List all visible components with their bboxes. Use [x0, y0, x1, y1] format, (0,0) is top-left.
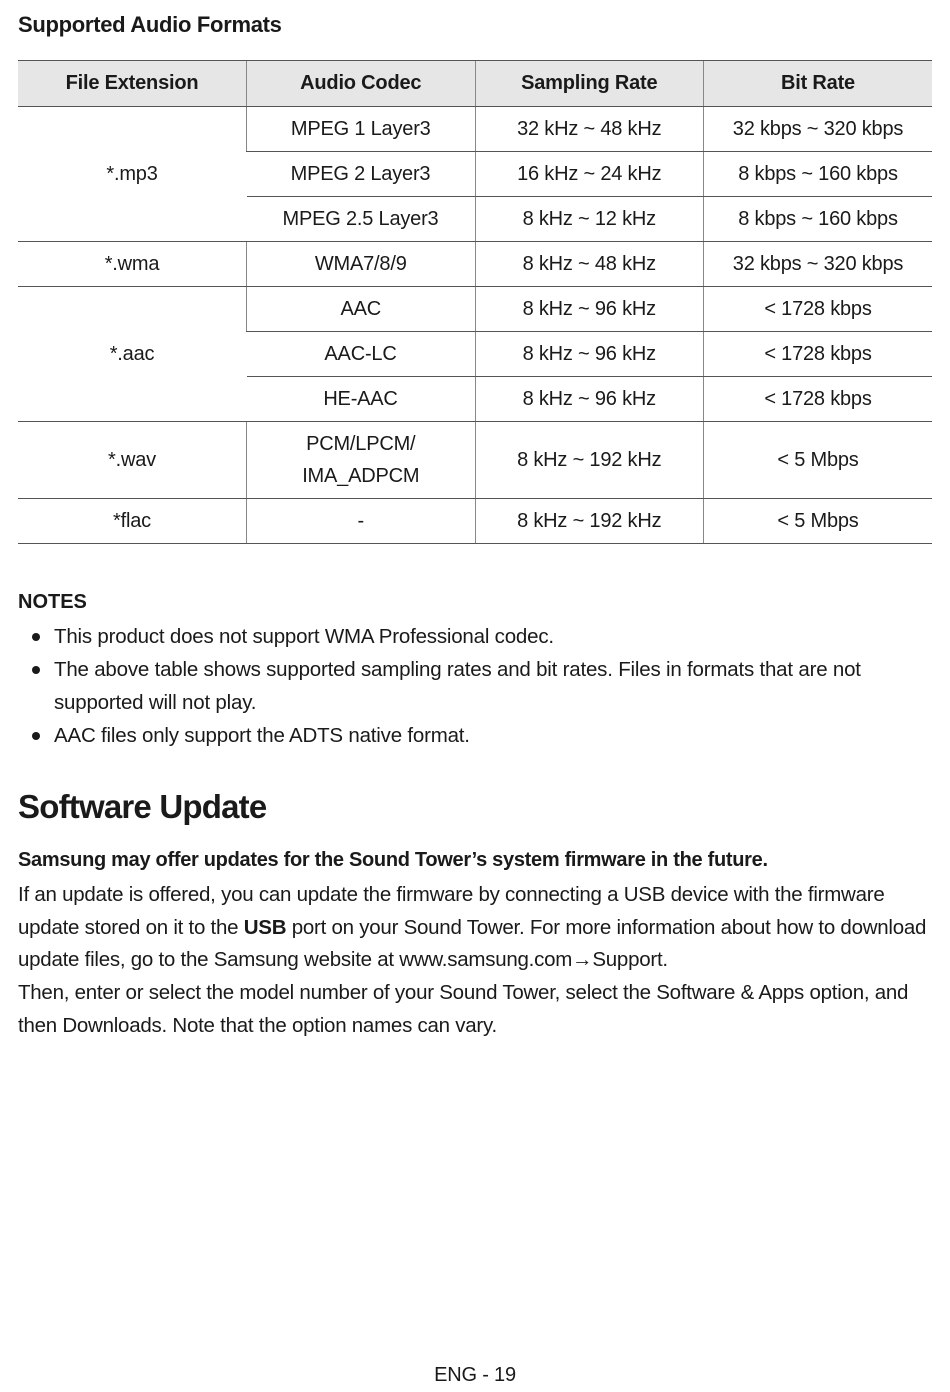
- bullet-icon: [32, 633, 40, 641]
- codec-cell: [247, 422, 476, 499]
- codec-cell: HE-AAC: [247, 377, 476, 422]
- header-bit-rate: Bit Rate: [704, 61, 933, 107]
- audio-formats-table: [18, 60, 932, 544]
- sampling-cell: 8 kHz ~ 96 kHz: [475, 377, 704, 422]
- software-update-title: Software Update: [18, 788, 267, 825]
- note-text: The above table shows supported sampling rates and bit rates. Files in formats that are not supported will not play.: [54, 658, 861, 714]
- table-row: [18, 499, 932, 544]
- header-audio-codec: Audio Codec: [247, 61, 476, 107]
- table-header-row: [18, 61, 932, 107]
- list-item: [18, 620, 932, 653]
- codec-cell: WMA7/8/9: [247, 242, 476, 287]
- note-text: AAC files only support the ADTS native format.: [54, 724, 470, 747]
- sampling-cell: 8 kHz ~ 192 kHz: [475, 499, 704, 544]
- extension-cell: *.aac: [18, 287, 247, 422]
- list-item: [18, 719, 932, 752]
- bitrate-cell: < 1728 kbps: [704, 332, 933, 377]
- body-text: port on your Sound Tower. For more information about how to download update files, go to the Samsung website at www.samsung.com→Support.: [18, 915, 927, 972]
- codec-cell: MPEG 2.5 Layer3: [247, 197, 476, 242]
- extension-cell: *.wav: [18, 422, 247, 499]
- extension-cell: *.mp3: [18, 107, 247, 242]
- bitrate-cell: 8 kbps ~ 160 kbps: [704, 152, 933, 197]
- software-update-lead: Samsung may offer updates for the Sound Tower’s system firmware in the future.: [18, 849, 768, 871]
- codec-cell: MPEG 2 Layer3: [247, 152, 476, 197]
- list-item: [18, 653, 932, 719]
- codec-cell: AAC-LC: [247, 332, 476, 377]
- body-text: If an update is offered, you can update the firmware by connecting a USB device with the firmware update stored on it to the: [18, 883, 885, 939]
- extension-cell: *flac: [18, 499, 247, 544]
- bitrate-cell: 32 kbps ~ 320 kbps: [704, 242, 933, 287]
- section-title: Supported Audio Formats: [18, 12, 282, 37]
- bitrate-cell: < 5 Mbps: [704, 422, 933, 499]
- table-row: [18, 287, 932, 332]
- bullet-icon: [32, 732, 40, 740]
- page-number: ENG - 19: [434, 1364, 516, 1386]
- bullet-icon: [32, 666, 40, 674]
- extension-cell: *.wma: [18, 242, 247, 287]
- header-file-extension: File Extension: [18, 61, 247, 107]
- bitrate-cell: 8 kbps ~ 160 kbps: [704, 197, 933, 242]
- sampling-cell: 16 kHz ~ 24 kHz: [475, 152, 704, 197]
- note-text: This product does not support WMA Professional codec.: [54, 625, 554, 648]
- bitrate-cell: < 5 Mbps: [704, 499, 933, 544]
- sampling-cell: 8 kHz ~ 192 kHz: [475, 422, 704, 499]
- codec-line: IMA_ADPCM: [302, 465, 420, 487]
- notes-title: NOTES: [18, 591, 87, 613]
- sampling-cell: 8 kHz ~ 96 kHz: [475, 287, 704, 332]
- sampling-cell: 32 kHz ~ 48 kHz: [475, 107, 704, 152]
- bitrate-cell: < 1728 kbps: [704, 287, 933, 332]
- header-sampling-rate: Sampling Rate: [475, 61, 704, 107]
- sampling-cell: 8 kHz ~ 48 kHz: [475, 242, 704, 287]
- codec-line: PCM/LPCM/: [306, 433, 416, 455]
- codec-cell: AAC: [247, 287, 476, 332]
- table-row: [18, 107, 932, 152]
- body-text: Then, enter or select the model number of your Sound Tower, select the Software & Apps option, and then Downloads. Note that the option names can vary.: [18, 981, 909, 1037]
- sampling-cell: 8 kHz ~ 96 kHz: [475, 332, 704, 377]
- codec-cell: MPEG 1 Layer3: [247, 107, 476, 152]
- notes-section: [18, 591, 932, 752]
- table-row: [18, 422, 932, 499]
- bitrate-cell: 32 kbps ~ 320 kbps: [704, 107, 933, 152]
- software-update-body: [18, 879, 938, 1043]
- usb-port-label: USB: [243, 915, 287, 939]
- bitrate-cell: < 1728 kbps: [704, 377, 933, 422]
- notes-list: [18, 620, 932, 752]
- codec-cell: -: [247, 499, 476, 544]
- table-row: [18, 242, 932, 287]
- sampling-cell: 8 kHz ~ 12 kHz: [475, 197, 704, 242]
